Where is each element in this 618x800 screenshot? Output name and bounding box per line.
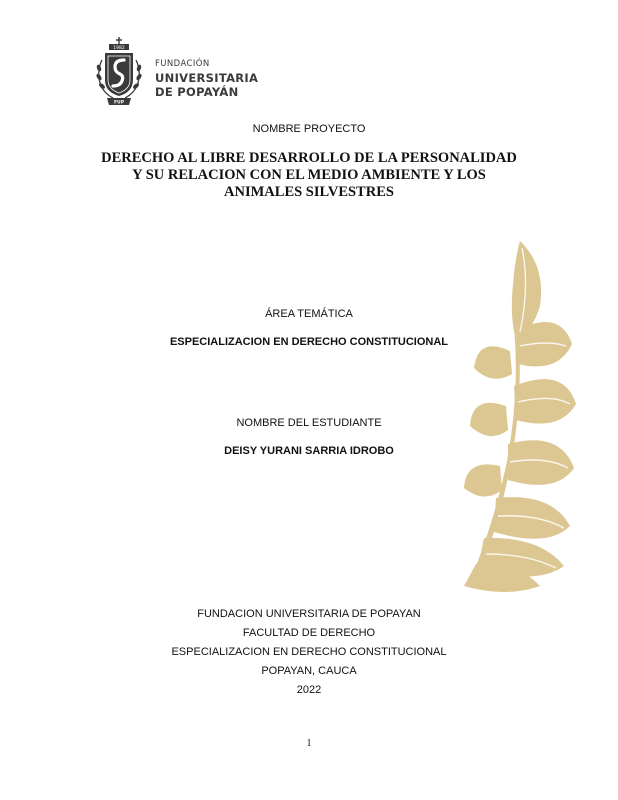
logo-line-popayan: DE POPAYÁN bbox=[155, 85, 239, 99]
program-name: ESPECIALIZACION EN DERECHO CONSTITUCIONAL bbox=[171, 646, 447, 658]
page-number: 1 bbox=[306, 738, 312, 749]
institution-name: FUNDACION UNIVERSITARIA DE POPAYAN bbox=[197, 608, 421, 620]
document-year: 2022 bbox=[296, 684, 322, 696]
institution-logo bbox=[91, 36, 259, 108]
project-title-line: ANIMALES SILVESTRES bbox=[224, 184, 394, 200]
faculty-name: FACULTAD DE DERECHO bbox=[242, 627, 376, 639]
area-label: ÁREA TEMÁTICA bbox=[265, 308, 353, 320]
area-value: ESPECIALIZACION EN DERECHO CONSTITUCIONAL bbox=[169, 336, 449, 348]
project-title-line: Y SU RELACION CON EL MEDIO AMBIENTE Y LOS bbox=[132, 167, 486, 183]
city-name: POPAYAN, CAUCA bbox=[261, 665, 357, 677]
logo-wordmark bbox=[155, 57, 258, 99]
logo-line-fundacion: FUNDACIÓN bbox=[155, 59, 210, 69]
emblem-banner: FUP bbox=[113, 100, 125, 106]
project-label: NOMBRE PROYECTO bbox=[252, 123, 366, 135]
student-label: NOMBRE DEL ESTUDIANTE bbox=[236, 417, 382, 429]
logo-line-universitaria: UNIVERSITARIA bbox=[155, 71, 259, 85]
student-name: DEISY YURANI SARRIA IDROBO bbox=[224, 445, 394, 457]
fup-shield-emblem-icon bbox=[91, 36, 147, 108]
project-title bbox=[100, 150, 518, 201]
emblem-year: 1982 bbox=[113, 46, 125, 51]
project-title-line: DERECHO AL LIBRE DESARROLLO DE LA PERSONALIDAD bbox=[101, 150, 517, 166]
